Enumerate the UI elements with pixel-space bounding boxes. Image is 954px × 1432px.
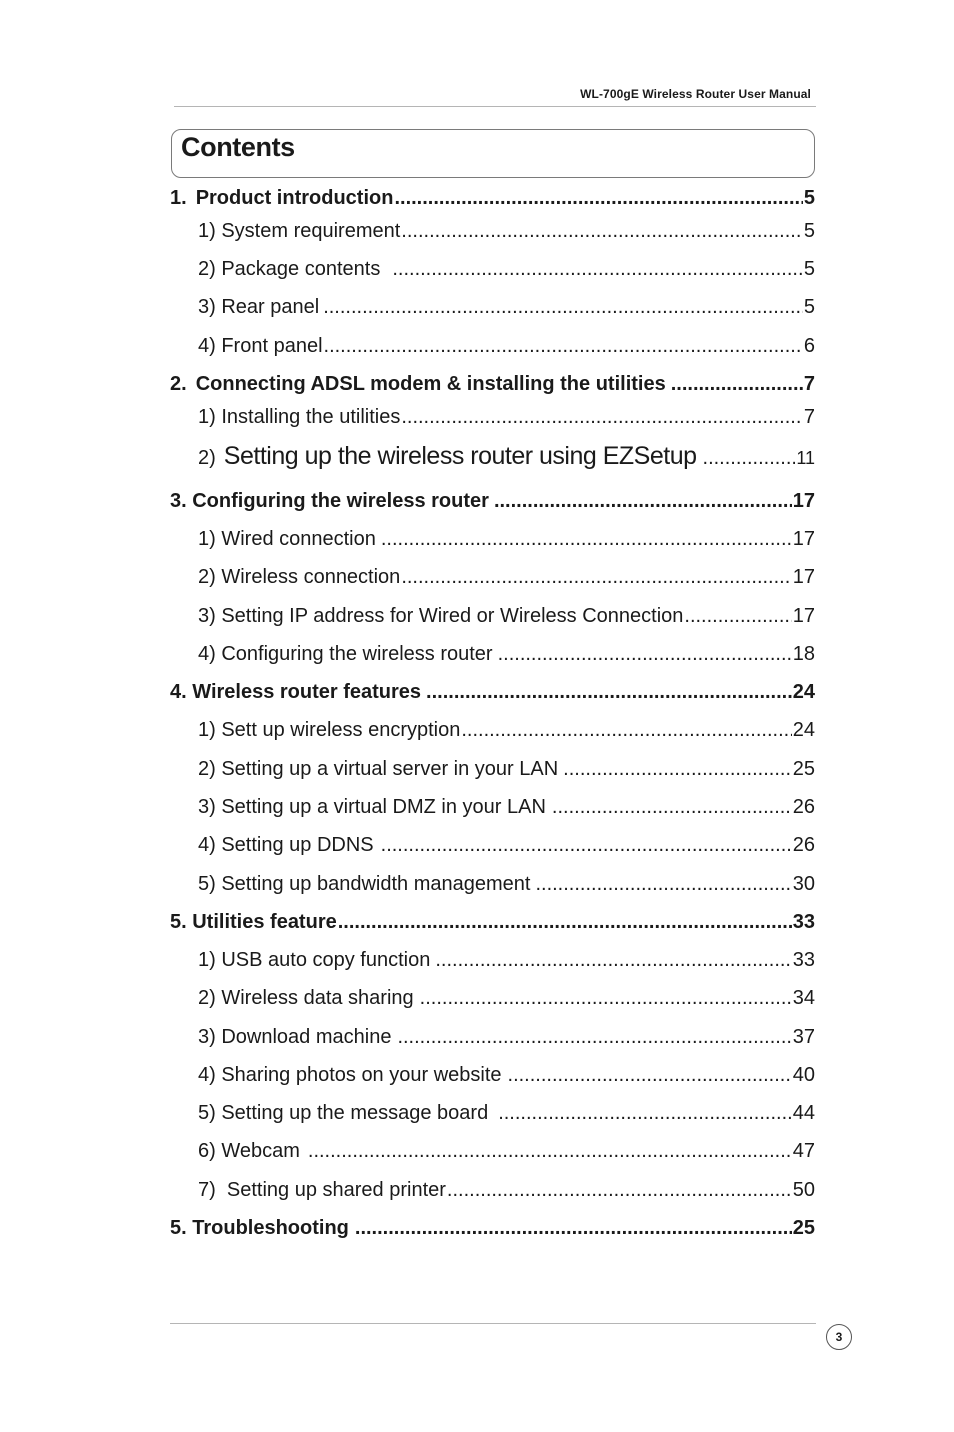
toc-item-label: 4) Front panel	[198, 335, 323, 357]
toc-item-configuring-router[interactable]	[198, 642, 815, 666]
running-header: WL-700gE Wireless Router User Manual	[580, 87, 811, 101]
toc-item-label: 4) Setting up DDNS	[198, 834, 374, 856]
toc-page-number: 7	[803, 373, 815, 395]
toc-item-rear-panel[interactable]	[198, 295, 815, 319]
toc-dot-leader	[494, 489, 792, 513]
toc-page-number: 25	[792, 1217, 815, 1239]
toc-item-label: 5) Setting up bandwidth management	[198, 873, 531, 895]
toc-section-label: Product introduction	[195, 187, 394, 209]
page-number-badge: 3	[826, 1324, 852, 1350]
toc-section-label: 5. Troubleshooting	[170, 1217, 349, 1239]
toc-dot-leader	[338, 910, 792, 934]
toc-dot-leader	[552, 795, 792, 819]
toc-page-number: 50	[792, 1179, 815, 1201]
toc-page-number: 17	[792, 566, 815, 588]
contents-title-box	[171, 129, 815, 178]
toc-page-number: 17	[792, 528, 815, 550]
toc-page-number: 7	[803, 406, 815, 428]
toc-dot-leader	[435, 948, 791, 972]
footer-divider	[170, 1323, 816, 1324]
toc-page-number: 17	[792, 605, 815, 627]
page-title: Contents	[181, 132, 295, 162]
toc-page-number: 25	[792, 758, 815, 780]
toc-item-system-requirement[interactable]	[198, 219, 815, 243]
toc-item-label: 1) Installing the utilities	[198, 406, 401, 428]
toc-page-number: 26	[792, 796, 815, 818]
toc-item-message-board[interactable]	[198, 1101, 815, 1125]
toc-page-number: 17	[792, 490, 815, 512]
toc-dot-leader	[394, 186, 802, 210]
toc-item-package-contents[interactable]	[198, 257, 815, 281]
toc-page-number: 11	[796, 448, 815, 468]
toc-item-front-panel[interactable]	[198, 334, 815, 358]
toc-item-label: 2) Package contents	[198, 258, 381, 280]
toc-dot-leader	[324, 334, 803, 358]
toc-item-label: 5) Setting up the message board	[198, 1102, 489, 1124]
toc-item-label: 4) Sharing photos on your website	[198, 1064, 502, 1086]
toc-page-number: 33	[792, 911, 815, 933]
toc-item-ddns[interactable]	[198, 833, 815, 857]
toc-page-number: 30	[792, 873, 815, 895]
toc-item-setting-ip-address[interactable]	[198, 604, 815, 628]
toc-item-label: 2) Wireless connection	[198, 566, 401, 588]
toc-dot-leader	[355, 1216, 792, 1240]
toc-section-troubleshooting[interactable]	[170, 1216, 815, 1240]
toc-dot-leader	[535, 872, 791, 896]
toc-dot-leader	[308, 1139, 792, 1163]
toc-page-number: 44	[792, 1102, 815, 1124]
toc-item-shared-printer[interactable]	[198, 1178, 815, 1202]
toc-page-number: 26	[792, 834, 815, 856]
toc-dot-leader	[447, 1178, 792, 1202]
toc-item-label: 2) Setting up a virtual server in your LAN	[198, 758, 559, 780]
toc-item-label: Setting up the wireless router using EZSetup	[223, 442, 697, 470]
toc-dot-leader	[381, 527, 792, 551]
toc-section-connecting-adsl[interactable]	[170, 372, 815, 396]
toc-section-utilities-feature[interactable]	[170, 910, 815, 934]
toc-item-label: 1) Sett up wireless encryption	[198, 719, 461, 741]
toc-dot-leader	[392, 257, 803, 281]
toc-dot-leader	[461, 718, 791, 742]
toc-page-number: 6	[803, 335, 815, 357]
toc-section-router-features[interactable]	[170, 680, 815, 704]
toc-dot-leader	[397, 1025, 791, 1049]
toc-item-label: 1) Wired connection	[198, 528, 376, 550]
toc-dot-leader	[401, 565, 791, 589]
toc-page-number: 5	[803, 187, 815, 209]
toc-item-wireless-data-sharing[interactable]	[198, 986, 815, 1010]
toc-page-number: 33	[792, 949, 815, 971]
toc-item-label: 4) Configuring the wireless router	[198, 643, 493, 665]
toc-item-number: 2)	[198, 447, 216, 469]
toc-item-label: 3) Setting up a virtual DMZ in your LAN	[198, 796, 546, 818]
toc-item-bandwidth-management[interactable]	[198, 872, 815, 896]
toc-section-number: 1.	[170, 187, 187, 209]
toc-item-ezsetup[interactable]	[198, 444, 815, 470]
toc-page-number: 5	[803, 296, 815, 318]
toc-section-product-introduction[interactable]	[170, 186, 815, 210]
toc-item-label: 3) Setting IP address for Wired or Wireless Connection	[198, 605, 684, 627]
toc-page-number: 37	[792, 1026, 815, 1048]
toc-item-label: 1) System requirement	[198, 220, 401, 242]
toc-section-label: Connecting ADSL modem & installing the utilities	[195, 373, 666, 395]
header-divider	[174, 106, 816, 107]
toc-section-label: 4. Wireless router features	[170, 681, 422, 703]
toc-dot-leader	[420, 986, 792, 1010]
toc-item-label: 1) USB auto copy function	[198, 949, 431, 971]
toc-item-installing-utilities[interactable]	[198, 405, 815, 429]
toc-item-label: 3) Download machine	[198, 1026, 392, 1048]
toc-item-wireless-encryption[interactable]	[198, 718, 815, 742]
toc-section-number: 2.	[170, 373, 187, 395]
toc-page-number: 18	[792, 643, 815, 665]
toc-dot-leader	[563, 757, 792, 781]
toc-dot-leader	[323, 295, 803, 319]
toc-page-number: 40	[792, 1064, 815, 1086]
toc-item-wired-connection[interactable]	[198, 527, 815, 551]
toc-section-label: 3. Configuring the wireless router	[170, 490, 489, 512]
toc-dot-leader	[703, 446, 796, 470]
toc-section-label: 5. Utilities feature	[170, 911, 337, 933]
toc-page-number: 5	[803, 258, 815, 280]
toc-item-download-machine[interactable]	[198, 1025, 815, 1049]
toc-dot-leader	[671, 372, 803, 396]
toc-dot-leader	[426, 680, 792, 704]
toc-page-number: 24	[792, 681, 815, 703]
toc-item-label: 6) Webcam	[198, 1140, 300, 1162]
toc-page-number: 47	[792, 1140, 815, 1162]
toc-item-usb-auto-copy[interactable]	[198, 948, 815, 972]
toc-section-configuring-router[interactable]	[170, 489, 815, 513]
toc-item-wireless-connection[interactable]	[198, 565, 815, 589]
toc-item-virtual-server[interactable]	[198, 757, 815, 781]
toc-dot-leader	[498, 642, 792, 666]
toc-dot-leader	[381, 833, 792, 857]
toc-dot-leader	[401, 405, 803, 429]
toc-page-number: 34	[792, 987, 815, 1009]
toc-dot-leader	[401, 219, 803, 243]
toc-item-webcam[interactable]	[198, 1139, 815, 1163]
toc-dot-leader	[508, 1063, 792, 1087]
toc-page-number: 24	[792, 719, 815, 741]
toc-item-label: 2) Wireless data sharing	[198, 987, 414, 1009]
toc-dot-leader	[684, 604, 791, 628]
toc-item-sharing-photos[interactable]	[198, 1063, 815, 1087]
toc-item-label: 3) Rear panel	[198, 296, 320, 318]
toc-item-label: 7) Setting up shared printer	[198, 1179, 446, 1201]
toc-dot-leader	[498, 1101, 792, 1125]
toc-item-virtual-dmz[interactable]	[198, 795, 815, 819]
toc-page-number: 5	[803, 220, 815, 242]
